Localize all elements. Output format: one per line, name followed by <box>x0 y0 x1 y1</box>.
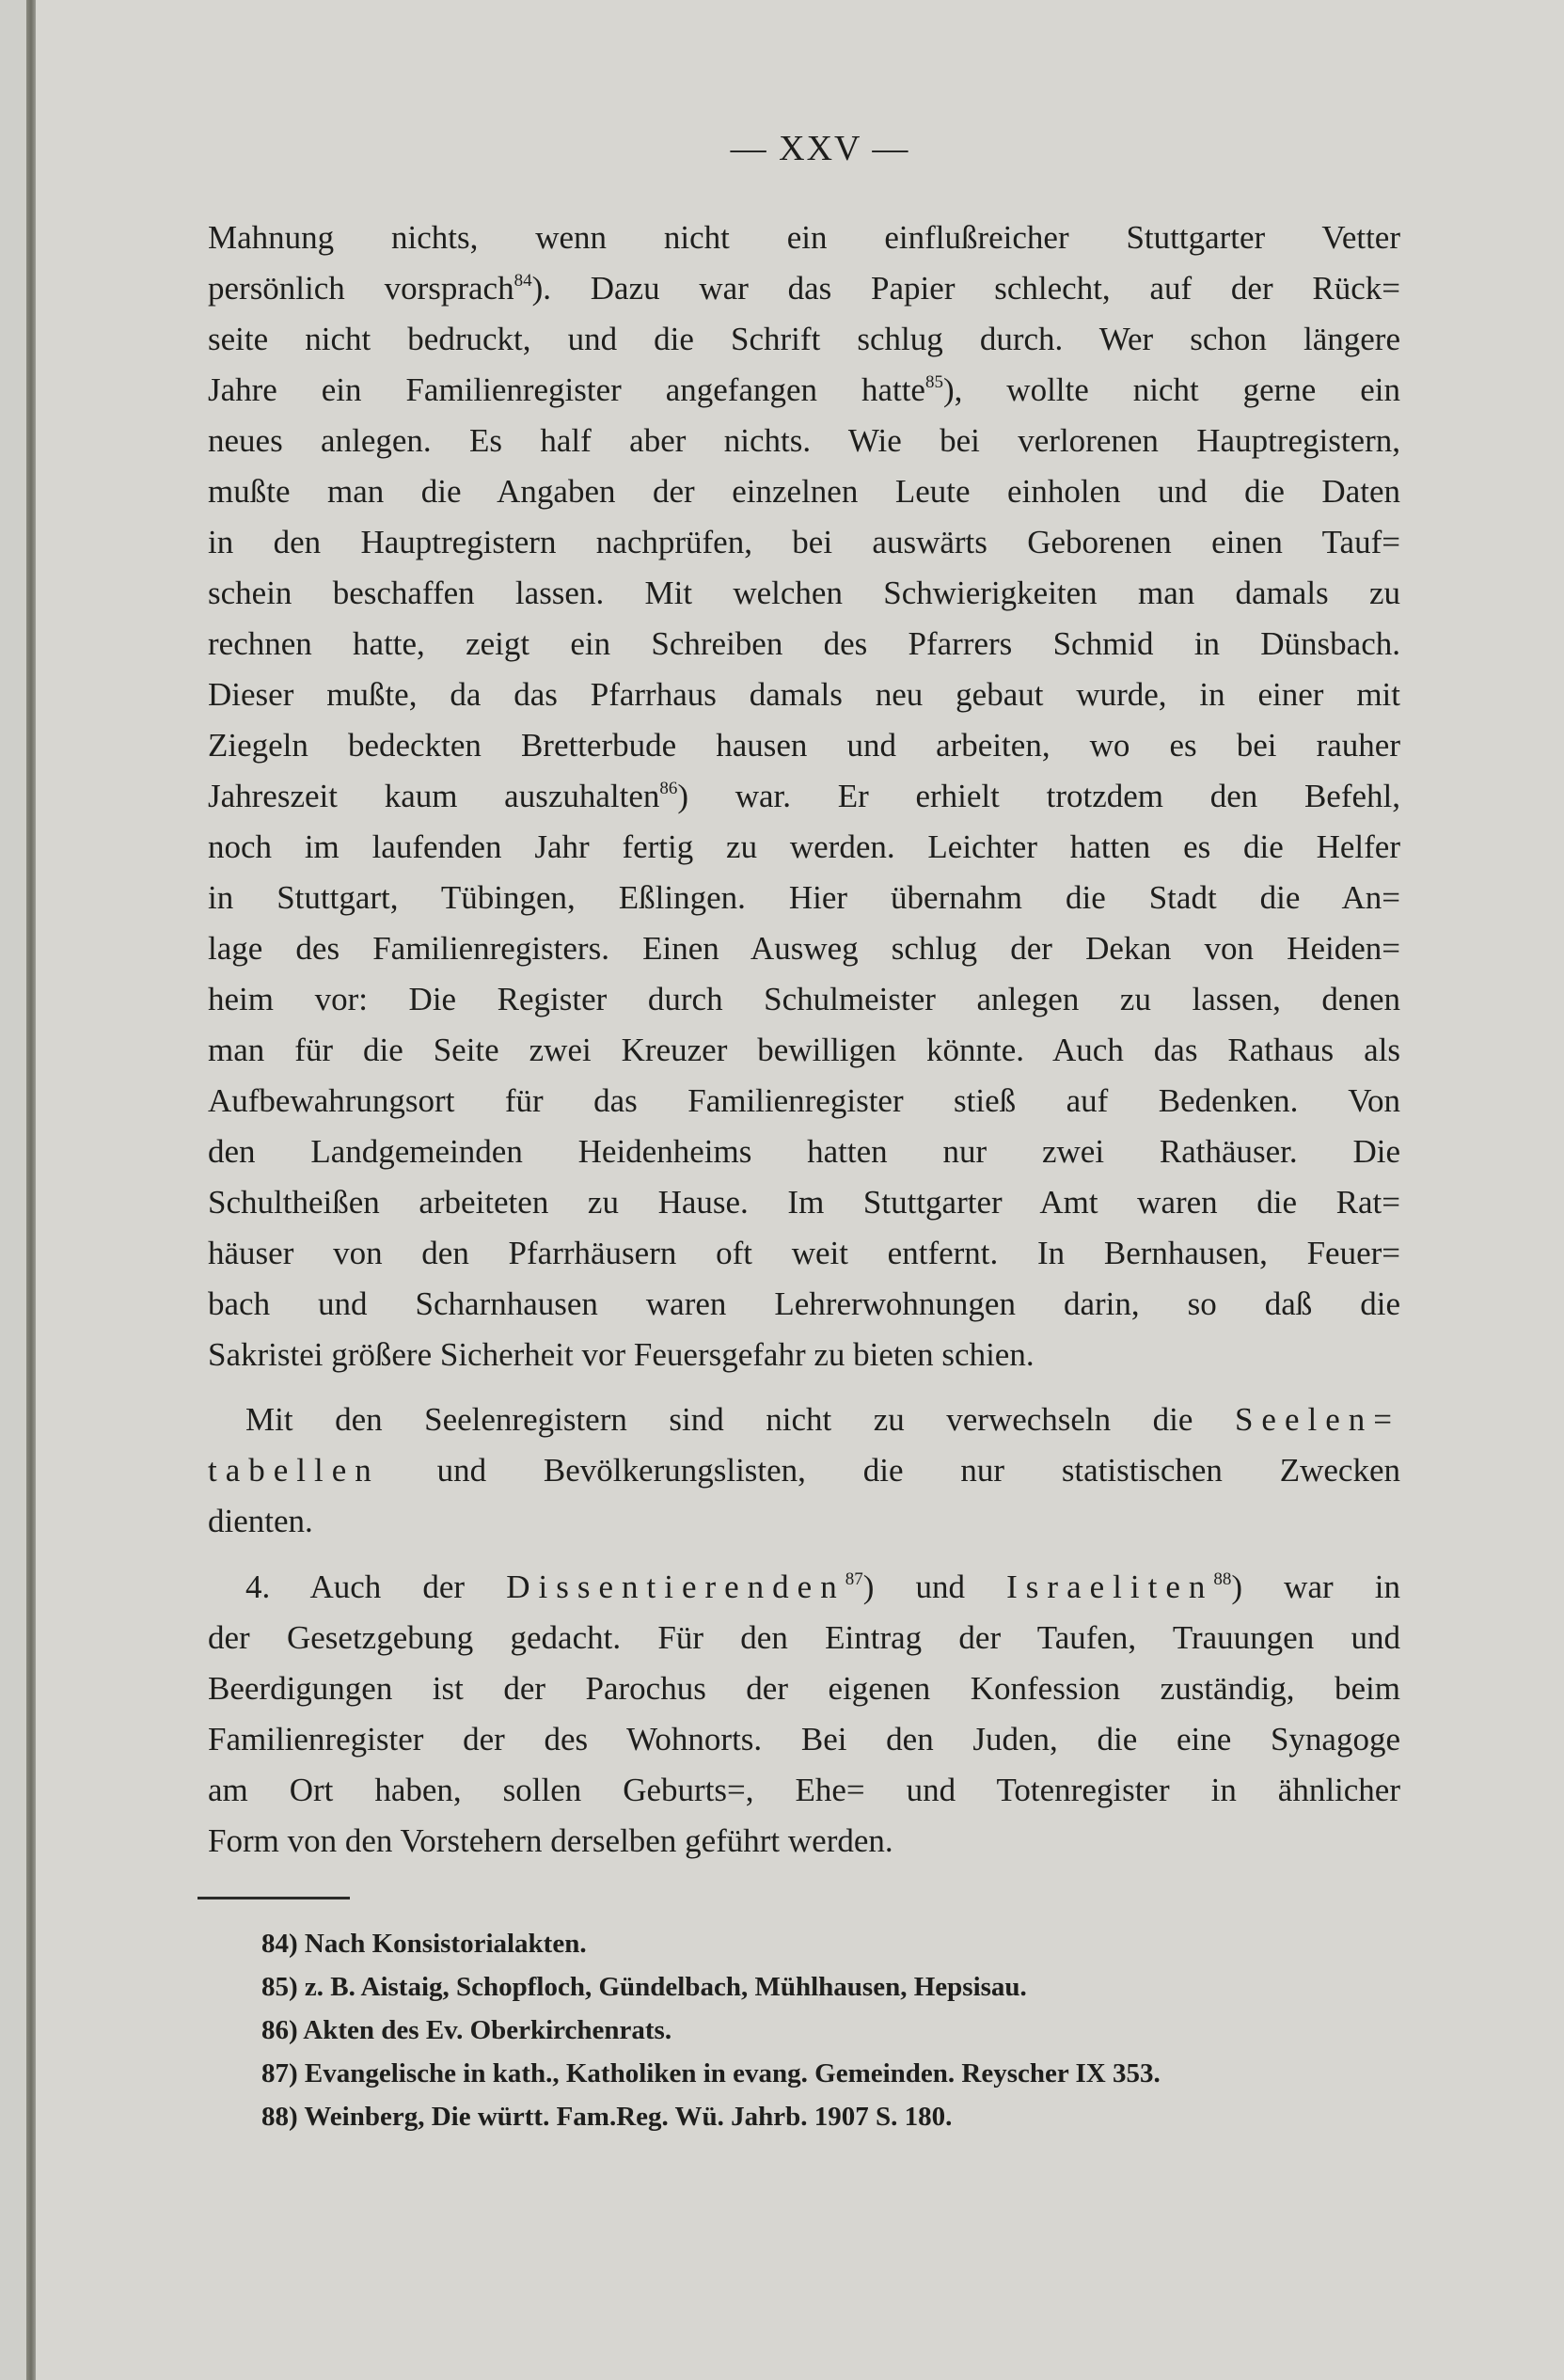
text-run: in Stuttgart, Tübingen, Eßlingen. Hier übernahm die Stadt die An= <box>208 879 1400 916</box>
text-run: rechnen hatte, zeigt ein Schreiben des Pfarrers Schmid in Dünsbach. <box>208 625 1400 662</box>
text-run: ) war. Er erhielt trotzdem den Befehl, <box>677 778 1400 814</box>
text-run: neues anlegen. Es half aber nichts. Wie bei verlorenen Hauptregistern, <box>208 422 1400 459</box>
text-run: Schultheißen arbeiteten zu Hause. Im Stuttgarter Amt waren die Rat= <box>208 1184 1400 1221</box>
text-line <box>208 213 1400 263</box>
page-number: — XXV — <box>730 129 910 168</box>
text-run: ). Dazu war das Papier schlecht, auf der Rück= <box>531 270 1400 307</box>
text-run: häuser von den Pfarrhäusern oft weit entfernt. In Bernhausen, Feuer= <box>208 1235 1400 1271</box>
text-line <box>208 1330 1400 1380</box>
text-run: persönlich vorsprach <box>208 270 514 307</box>
text-run: Mahnung nichts, wenn nicht ein einflußreicher Stuttgarter Vetter <box>208 219 1400 256</box>
text-line <box>208 263 1400 314</box>
text-line <box>208 619 1400 670</box>
text-line <box>208 1562 1400 1613</box>
text-run: noch im laufenden Jahr fertig zu werden. Leichter hatten es die Helfer <box>208 828 1400 865</box>
text-line <box>208 1395 1400 1445</box>
text-run: Familienregister der des Wohnorts. Bei den Juden, die eine Synagoge <box>208 1721 1400 1757</box>
text-line <box>208 1663 1400 1714</box>
text-line <box>208 1228 1400 1279</box>
text-line <box>208 1816 1400 1867</box>
footnote-86: 86) Akten des Ev. Oberkirchenrats. <box>261 2015 672 2045</box>
text-run: dienten. <box>208 1503 313 1539</box>
text-run: Aufbewahrungsort für das Familienregister stieß auf Bedenken. Von <box>208 1082 1400 1119</box>
paragraph-1 <box>208 213 1400 1380</box>
scan-margin <box>0 0 26 2380</box>
text-run: schein beschaffen lassen. Mit welchen Schwierigkeiten man damals zu <box>208 575 1400 611</box>
text-line <box>208 720 1400 771</box>
text-run: seite nicht bedruckt, und die Schrift schlug durch. Wer schon längere <box>208 321 1400 357</box>
text-line <box>208 1127 1400 1177</box>
footnote-reference: 87 <box>845 1569 863 1589</box>
footnote-85: 85) z. B. Aistaig, Schopfloch, Gündelbach, Mühlhausen, Hepsisau. <box>261 1972 1027 2002</box>
text-run: Jahreszeit kaum auszuhalten <box>208 778 660 814</box>
text-line <box>208 1279 1400 1330</box>
text-run: ) war in <box>1231 1568 1400 1605</box>
text-line <box>208 466 1400 517</box>
text-run: Beerdigungen ist der Parochus der eigenen Konfession zuständig, beim <box>208 1670 1400 1707</box>
footnote-separator <box>197 1897 350 1899</box>
text-run: den Landgemeinden Heidenheims hatten nur zwei Rathäuser. Die <box>208 1133 1400 1170</box>
text-line <box>208 1177 1400 1228</box>
text-run: 4. Auch der <box>245 1568 507 1605</box>
text-line <box>208 923 1400 974</box>
text-line <box>208 568 1400 619</box>
paragraph-3 <box>208 1562 1400 1867</box>
footnote-reference: 86 <box>659 779 678 798</box>
text-run: ), wollte nicht gerne ein <box>942 371 1400 408</box>
text-run: Dieser mußte, da das Pfarrhaus damals neu gebaut wurde, in einer mit <box>208 676 1400 713</box>
text-line <box>208 974 1400 1025</box>
spaced-emphasis: tabellen <box>208 1452 380 1489</box>
text-run: mußte man die Angaben der einzelnen Leute einholen und die Daten <box>208 473 1400 510</box>
text-line <box>208 873 1400 923</box>
spaced-emphasis: Israeliten <box>1006 1568 1214 1605</box>
text-line <box>208 822 1400 873</box>
footnote-reference: 88 <box>1213 1569 1232 1589</box>
text-line <box>208 365 1400 416</box>
text-run: lage des Familienregisters. Einen Ausweg schlug der Dekan von Heiden= <box>208 930 1400 967</box>
text-line <box>208 1496 1400 1547</box>
text-run: man für die Seite zwei Kreuzer bewilligen könnte. Auch das Rathaus als <box>208 1032 1400 1068</box>
text-line <box>208 771 1400 822</box>
text-run: Sakristei größere Sicherheit vor Feuersgefahr zu bieten schien. <box>208 1336 1035 1373</box>
book-spine-shadow <box>26 0 36 2380</box>
text-run: der Gesetzgebung gedacht. Für den Eintrag der Taufen, Trauungen und <box>208 1619 1400 1656</box>
text-run: bach und Scharnhausen waren Lehrerwohnungen darin, so daß die <box>208 1285 1400 1322</box>
text-line <box>208 1445 1400 1496</box>
text-line <box>208 1714 1400 1765</box>
text-line <box>208 1025 1400 1076</box>
footnotes <box>261 1922 1161 2138</box>
text-line <box>208 1076 1400 1127</box>
text-run: heim vor: Die Register durch Schulmeister anlegen zu lassen, denen <box>208 981 1400 1017</box>
footnote-reference: 85 <box>924 372 943 392</box>
text-run: ) und <box>862 1568 1007 1605</box>
footnote-87: 87) Evangelische in kath., Katholiken in evang. Gemeinden. Reyscher IX 353. <box>261 2058 1161 2088</box>
text-line <box>208 416 1400 466</box>
text-run: Ziegeln bedeckten Bretterbude hausen und arbeiten, wo es bei rauher <box>208 727 1400 764</box>
text-run: am Ort haben, sollen Geburts=, Ehe= und Totenregister in ähnlicher <box>208 1772 1400 1808</box>
text-line <box>208 670 1400 720</box>
text-line <box>208 517 1400 568</box>
text-line <box>208 1613 1400 1663</box>
footnote-reference: 84 <box>513 271 532 291</box>
text-run: Jahre ein Familienregister angefangen hatte <box>208 371 925 408</box>
text-run: Form von den Vorstehern derselben geführt werden. <box>208 1822 893 1859</box>
text-run: Mit den Seelenregistern sind nicht zu verwechseln die <box>245 1401 1235 1438</box>
text-run: in den Hauptregistern nachprüfen, bei auswärts Geborenen einen Tauf= <box>208 524 1400 560</box>
paragraph-2 <box>208 1395 1400 1547</box>
spaced-emphasis: Dissentierenden <box>506 1568 845 1605</box>
spaced-emphasis: Seelen= <box>1234 1401 1400 1438</box>
text-line <box>208 314 1400 365</box>
text-run: und Bevölkerungslisten, die nur statistischen Zwecken <box>379 1452 1400 1489</box>
footnote-84: 84) Nach Konsistorialakten. <box>261 1929 587 1959</box>
text-line <box>208 1765 1400 1816</box>
footnote-88: 88) Weinberg, Die württ. Fam.Reg. Wü. Jahrb. 1907 S. 180. <box>261 2102 953 2132</box>
